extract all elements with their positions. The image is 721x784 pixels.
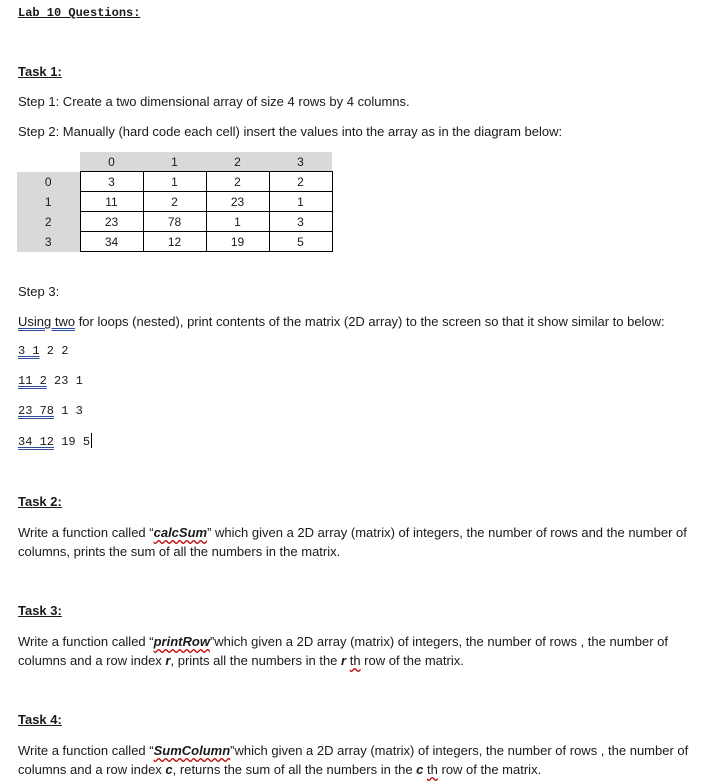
output-line [18,433,92,449]
task4-pre: Write a function called “ [18,743,154,758]
output-part-a: 34 12 [18,435,55,449]
task3-text [18,632,708,670]
array-cell: 3 [269,212,332,232]
output-line [18,404,83,418]
step3-rest: for loops (nested), print contents of the matrix (2D array) to the screen so that it show similar to below: [75,314,665,329]
column-header: 3 [269,152,332,172]
task4-text [18,741,718,779]
task2-text [18,523,718,561]
array-cell: 78 [143,212,206,232]
step2-text: Step 2: Manually (hard code each cell) insert the values into the array as in the diagram below: [18,124,563,139]
task3-function-name: printRow [153,634,210,649]
step3-prefix: Using two [18,314,76,329]
text-cursor [91,433,92,448]
table-row [17,212,332,232]
task2-pre: Write a function called “ [18,525,154,540]
task2-function-name: calcSum [153,525,208,540]
task3-var2: r [341,653,347,668]
task4-function-name: SumColumn [153,743,231,758]
task3-th: th [349,653,361,668]
array-cell: 19 [206,232,269,252]
column-header-row [17,152,332,172]
column-header: 2 [206,152,269,172]
output-part-a: 23 78 [18,404,55,418]
array-cell: 23 [206,192,269,212]
output-part-a: 3 1 [18,344,40,358]
array-cell: 12 [143,232,206,252]
task3-mid: ”which given a 2D array (matrix) of integers, the number of rows , the number of columns and a row index [18,634,669,668]
row-header: 3 [17,232,80,252]
output-part-b: 1 3 [54,404,83,418]
array-cell: 23 [80,212,143,232]
table-row [17,172,332,192]
table-row [17,232,332,252]
column-header: 0 [80,152,143,172]
task4-heading: Task 4: [18,712,62,727]
output-line [18,374,83,388]
array-cell: 3 [80,172,143,192]
task3-var: r [165,653,171,668]
task3-heading: Task 3: [18,603,62,618]
step3-label: Step 3: [18,284,60,299]
array-cell: 2 [143,192,206,212]
output-line [18,344,68,358]
task4-mid2: , returns the sum of all the numbers in the [172,762,417,777]
array-cell: 11 [80,192,143,212]
row-header: 1 [17,192,80,212]
column-header: 1 [143,152,206,172]
output-part-a: 11 2 [18,374,47,388]
task4-var2: c [416,762,424,777]
array-cell: 5 [269,232,332,252]
array-diagram [17,152,333,252]
task2-post: ” which given a 2D array (matrix) of integers, the number of rows and the number of columns, prints the sum of all the numbers in the matrix. [18,525,687,559]
output-part-b: 2 2 [39,344,69,358]
step3-text [18,314,665,329]
task4-th: th [427,762,438,777]
table-row [17,192,332,212]
row-header: 2 [17,212,80,232]
task3-mid2: , prints all the numbers in the [170,653,342,668]
task3-pre: Write a function called “ [18,634,154,649]
output-part-b: 23 1 [46,374,83,388]
array-cell: 2 [269,172,332,192]
task4-mid: ”which given a 2D array (matrix) of integers, the number of rows , the number of columns and a row index [18,743,689,777]
task4-post: row of the matrix. [437,762,542,777]
task3-post: row of the matrix. [360,653,464,668]
corner-cell [17,152,80,172]
task2-heading: Task 2: [18,494,62,509]
array-cell: 1 [206,212,269,232]
row-header: 0 [17,172,80,192]
array-cell: 1 [269,192,332,212]
array-cell: 1 [143,172,206,192]
step1-text: Step 1: Create a two dimensional array of size 4 rows by 4 columns. [18,94,410,109]
output-part-b: 19 5 [54,435,91,449]
array-cell: 2 [206,172,269,192]
doc-title: Lab 10 Questions: [18,6,141,20]
task4-var: c [165,762,173,777]
array-cell: 34 [80,232,143,252]
task1-heading: Task 1: [18,64,62,79]
